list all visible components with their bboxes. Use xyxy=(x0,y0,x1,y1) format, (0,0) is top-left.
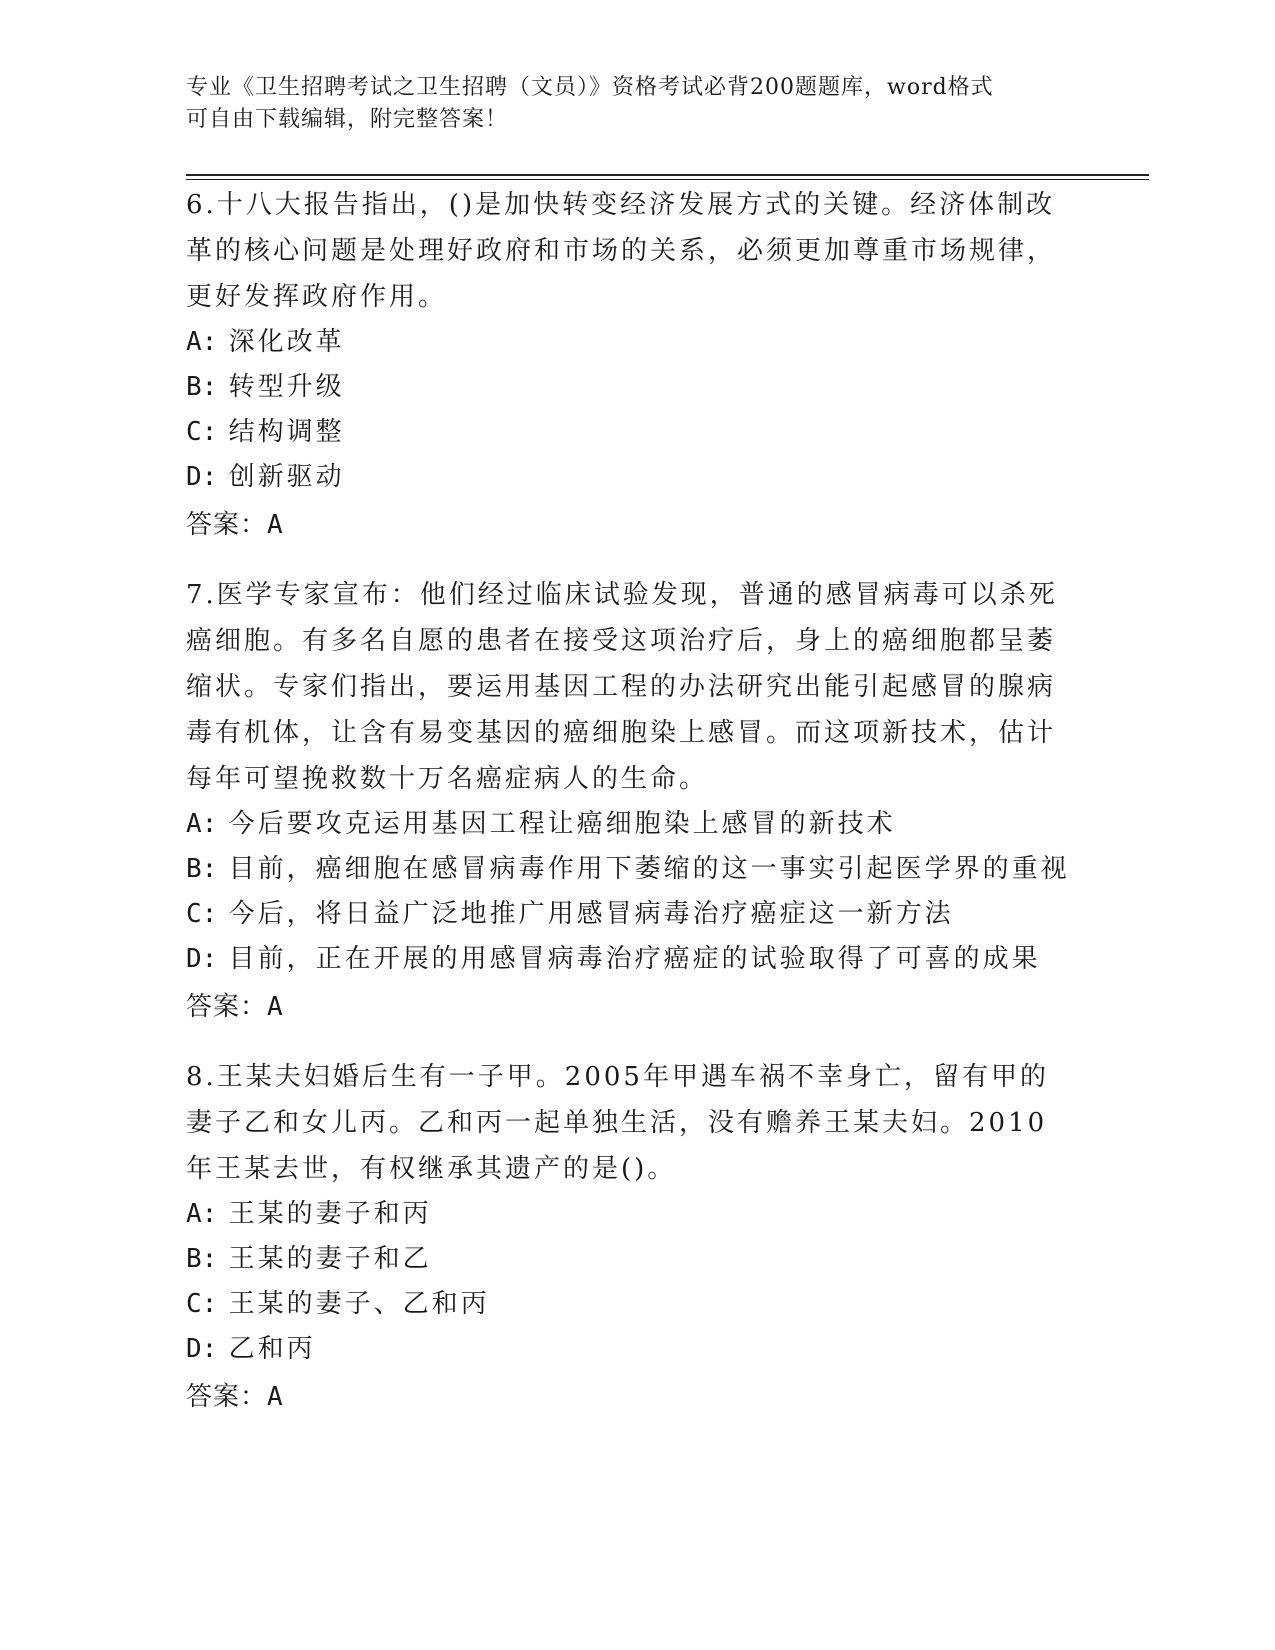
answer-label: 答案： xyxy=(186,510,268,540)
question-stem: 7.医学专家宣布：他们经过临床试验发现，普通的感冒病毒可以杀死癌细胞。有多名自愿的患者在接受这项治疗后，身上的癌细胞都呈萎缩状。专家们指出，要运用基因工程的办法研究出能引起感冒的腺病毒有机体，让含有易变基因的癌细胞染上感冒。而这项新技术，估计每年可望挽救数十万名癌症病人的生命。 xyxy=(186,580,1058,794)
option-d xyxy=(186,455,1066,500)
option-c xyxy=(186,892,1066,937)
option-d xyxy=(186,937,1066,982)
option-letter: A: xyxy=(186,1199,218,1229)
option-letter: D: xyxy=(186,944,218,974)
answer-label: 答案： xyxy=(186,1382,268,1412)
option-text: 结构调整 xyxy=(228,417,345,447)
header-divider xyxy=(186,174,1149,180)
option-letter: C: xyxy=(186,1289,218,1319)
option-text: 乙和丙 xyxy=(228,1334,316,1364)
option-letter: A: xyxy=(186,809,218,839)
option-c xyxy=(186,1282,1066,1327)
answer-value: A xyxy=(267,1382,284,1412)
option-b xyxy=(186,365,1066,410)
option-letter: D: xyxy=(186,462,218,492)
option-a xyxy=(186,802,1066,847)
option-letter: C: xyxy=(186,417,218,447)
option-letter: D: xyxy=(186,1334,218,1364)
answer-line xyxy=(186,984,1066,1030)
option-b xyxy=(186,847,1070,892)
option-d xyxy=(186,1327,1066,1372)
question-7 xyxy=(186,572,1070,1030)
answer-value: A xyxy=(267,992,284,1022)
option-text: 王某的妻子、乙和丙 xyxy=(228,1289,490,1319)
header-line-2: 可自由下载编辑，附完整答案！ xyxy=(186,107,509,132)
option-text: 转型升级 xyxy=(228,372,345,402)
option-letter: B: xyxy=(186,1244,218,1274)
option-text: 目前，正在开展的用感冒病毒治疗癌症的试验取得了可喜的成果 xyxy=(228,944,1041,974)
answer-value: A xyxy=(267,510,284,540)
question-stem: 8.王某夫妇婚后生有一子甲。2005年甲遇车祸不幸身亡，留有甲的妻子乙和女儿丙。乙和丙一起单独生活，没有赡养王某夫妇。2010年王某去世，有权继承其遗产的是()。 xyxy=(186,1062,1049,1184)
option-a xyxy=(186,1192,1066,1237)
option-text: 创新驱动 xyxy=(228,462,345,492)
option-letter: B: xyxy=(186,372,218,402)
header-line-1: 专业《卫生招聘考试之卫生招聘（文员）》资格考试必背200题题库，word格式 xyxy=(186,75,994,100)
question-6 xyxy=(186,182,1066,548)
option-text: 今后要攻克运用基因工程让癌细胞染上感冒的新技术 xyxy=(228,809,896,839)
option-text: 目前，癌细胞在感冒病毒作用下萎缩的这一事实引起医学界的重视 xyxy=(228,854,1070,884)
option-letter: B: xyxy=(186,854,218,884)
option-b xyxy=(186,1237,1066,1282)
answer-line xyxy=(186,1374,1066,1420)
option-text: 王某的妻子和乙 xyxy=(228,1244,432,1274)
option-letter: A: xyxy=(186,327,218,357)
option-letter: C: xyxy=(186,899,218,929)
answer-line xyxy=(186,502,1066,548)
option-text: 深化改革 xyxy=(228,327,345,357)
document-header xyxy=(186,72,1066,136)
answer-label: 答案： xyxy=(186,992,268,1022)
option-text: 今后，将日益广泛地推广用感冒病毒治疗癌症这一新方法 xyxy=(228,899,954,929)
option-text: 王某的妻子和丙 xyxy=(228,1199,432,1229)
option-c xyxy=(186,410,1066,455)
option-a xyxy=(186,320,1066,365)
question-stem: 6.十八大报告指出，()是加快转变经济发展方式的关键。经济体制改革的核心问题是处理好政府和市场的关系，必须更加尊重市场规律，更好发挥政府作用。 xyxy=(186,190,1057,312)
question-8 xyxy=(186,1054,1066,1420)
